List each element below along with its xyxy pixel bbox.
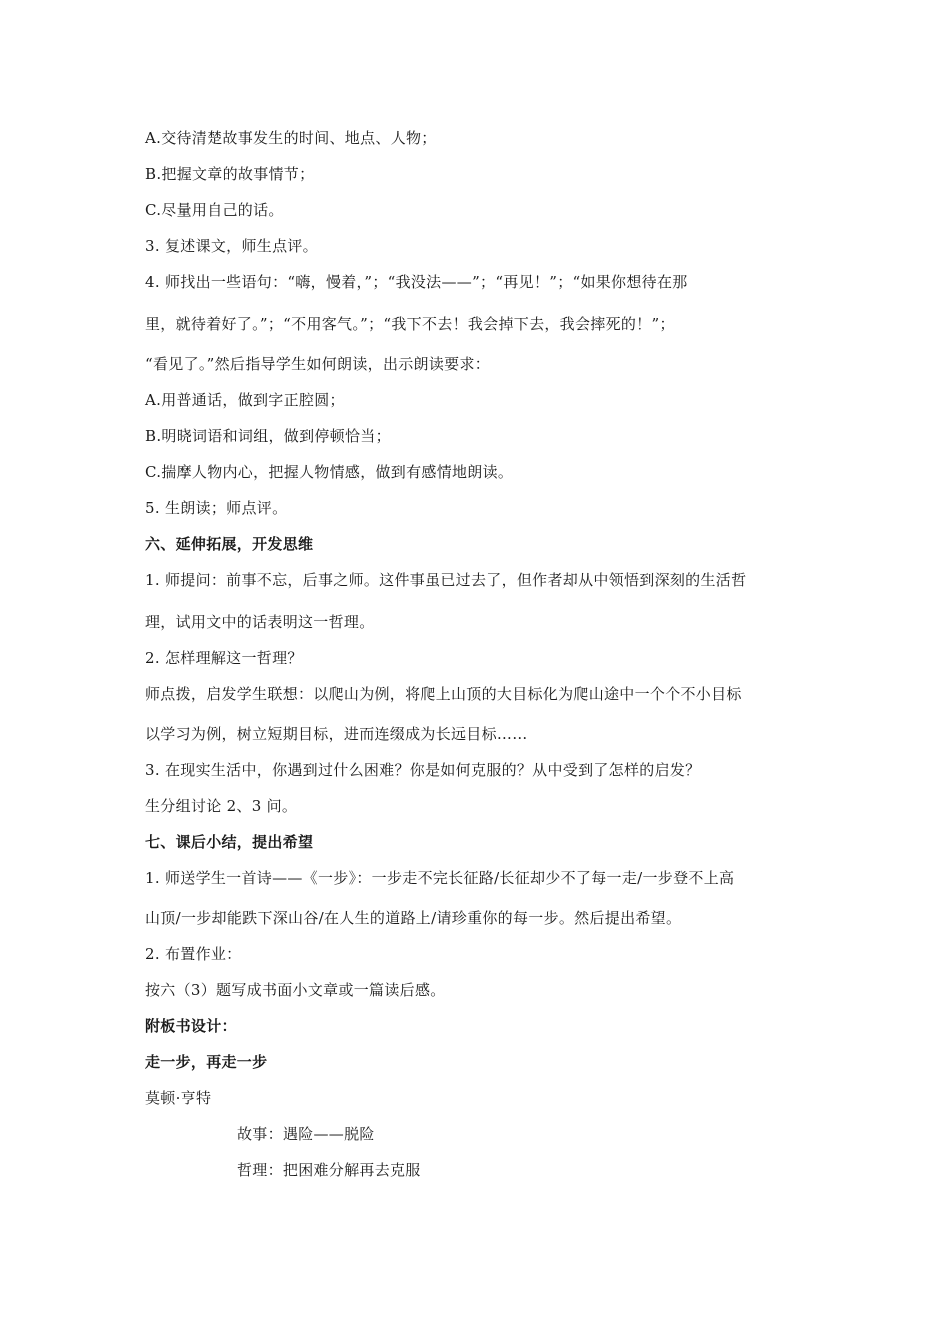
text-line: C.揣摩人物内心，把握人物情感，做到有感情地朗读。 bbox=[145, 463, 514, 481]
text-line: 3. 在现实生活中，你遇到过什么困难？你是如何克服的？从中受到了怎样的启发？ bbox=[145, 761, 701, 779]
board-story-line: 故事：遇险——脱险 bbox=[237, 1125, 375, 1143]
board-philosophy-line: 哲理：把困难分解再去克服 bbox=[237, 1161, 421, 1179]
text-line: 5. 生朗读；师点评。 bbox=[145, 499, 288, 517]
text-line: A.交待清楚故事发生的时间、地点、人物； bbox=[145, 129, 437, 147]
text-line: 师点拨，启发学生联想：以爬山为例，将爬上山顶的大目标化为爬山途中一个个不小目标 bbox=[145, 685, 742, 703]
text-line: B.明晓词语和词组，做到停顿恰当； bbox=[145, 427, 391, 445]
text-line: 1. 师送学生一首诗——《一步》：一步走不完长征路/长征却少不了每一走/一步登不上高 bbox=[145, 869, 735, 887]
text-line: 里，就待着好了。”；“不用客气。”；“我下不去！我会掉下去，我会摔死的！”； bbox=[145, 315, 675, 333]
board-author: 莫顿·亨特 bbox=[145, 1089, 212, 1107]
text-line: 按六（3）题写成书面小文章或一篇读后感。 bbox=[145, 981, 446, 999]
text-line: A.用普通话，做到字正腔圆； bbox=[145, 391, 345, 409]
text-line: 1. 师提问：前事不忘，后事之师。这件事虽已过去了，但作者却从中领悟到深刻的生活哲 bbox=[145, 571, 747, 589]
text-line: B.把握文章的故事情节； bbox=[145, 165, 315, 183]
text-line: C.尽量用自己的话。 bbox=[145, 201, 284, 219]
text-line: 理，试用文中的话表明这一哲理。 bbox=[145, 613, 375, 631]
text-line: 3. 复述课文，师生点评。 bbox=[145, 237, 318, 255]
text-line: 生分组讨论 2、3 问。 bbox=[145, 797, 298, 815]
board-title: 走一步，再走一步 bbox=[145, 1053, 268, 1071]
text-line: 山顶/一步却能跌下深山谷/在人生的道路上/请珍重你的每一步。然后提出希望。 bbox=[145, 909, 682, 927]
text-line: 2. 布置作业： bbox=[145, 945, 242, 963]
text-line: 4. 师找出一些语句：“嗨，慢着，”；“我没法——”；“再见！”；“如果你想待在那 bbox=[145, 273, 688, 291]
section-heading: 六、延伸拓展，开发思维 bbox=[145, 535, 314, 553]
section-heading: 七、课后小结，提出希望 bbox=[145, 833, 314, 851]
text-line: 以学习为例，树立短期目标，进而连缀成为长远目标…… bbox=[145, 725, 528, 743]
board-design-heading: 附板书设计： bbox=[145, 1017, 237, 1035]
text-line: 2. 怎样理解这一哲理？ bbox=[145, 649, 303, 667]
text-line: “看见了。”然后指导学生如何朗读，出示朗读要求： bbox=[145, 355, 491, 373]
